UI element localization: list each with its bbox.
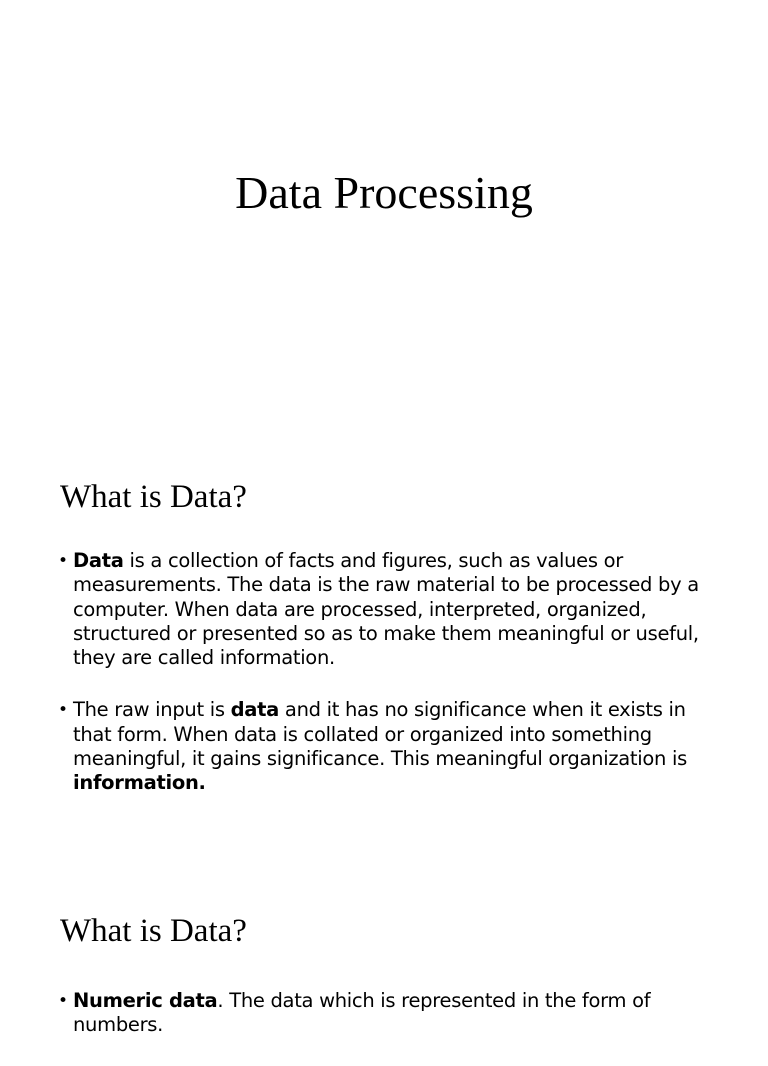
bullet-item — [58, 989, 728, 1038]
bullet-text: . The data which is represented in the form of numbers. — [73, 989, 651, 1037]
bullet-icon: • — [58, 991, 68, 1011]
bullet-text: The raw input is — [73, 698, 231, 722]
bullet-text: and it has no significance when it exists in that form. When data is collated or organized into something meaningful, it gains significance. This meaningful organization is — [73, 698, 687, 771]
bold-term: Data — [73, 549, 124, 572]
bullet-icon: • — [58, 551, 68, 571]
bullet-text: is a collection of facts and figures, such as values or measurements. The data is the raw material to be processed by a computer. When data are processed, interpreted, organized, structured or presented so as to make them meaningful or useful, they are called information. — [73, 549, 699, 670]
bold-term: information. — [73, 771, 206, 795]
slide-heading: What is Data? — [60, 479, 247, 515]
bold-term: data — [230, 698, 280, 722]
bullet-item — [58, 698, 728, 795]
slide-what-is-data-2 — [0, 864, 768, 1037]
slide-what-is-data-1 — [0, 432, 768, 864]
bold-term: Numeric data — [73, 989, 218, 1012]
bullet-list — [58, 549, 728, 824]
bullet-item — [58, 549, 728, 670]
title-slide — [0, 0, 768, 432]
bullet-list — [58, 989, 728, 1066]
slide-heading: What is Data? — [60, 913, 247, 949]
slide-title: Data Processing — [235, 167, 533, 218]
bullet-icon: • — [58, 700, 68, 721]
